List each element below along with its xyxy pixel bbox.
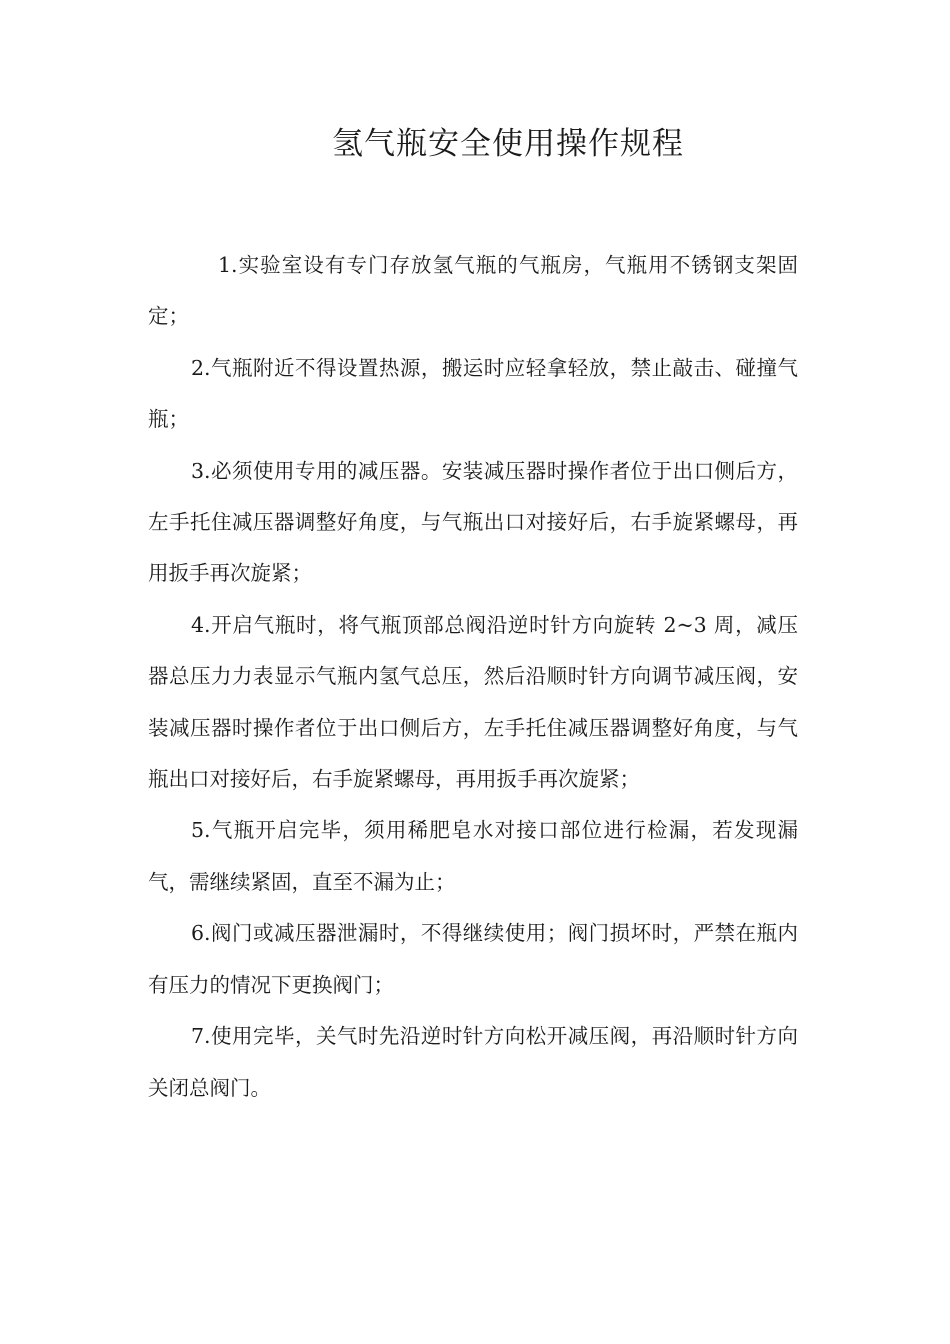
rule-paragraph-5: 5.气瓶开启完毕，须用稀肥皂水对接口部位进行检漏，若发现漏气，需继续紧固，直至不漏为止； <box>148 818 798 894</box>
document-body <box>148 240 798 1114</box>
rule-paragraph-1: 1.实验室设有专门存放氢气瓶的气瓶房，气瓶用不锈钢支架固定； <box>148 253 798 329</box>
rule-paragraph-3: 3.必须使用专用的减压器。安装减压器时操作者位于出口侧后方，左手托住减压器调整好角度，与气瓶出口对接好后，右手旋紧螺母，再用扳手再次旋紧； <box>148 458 798 586</box>
rule-paragraph-6: 6.阀门或减压器泄漏时，不得继续使用；阀门损坏时，严禁在瓶内有压力的情况下更换阀门； <box>148 921 798 997</box>
rule-paragraph-2: 2.气瓶附近不得设置热源，搬运时应轻拿轻放，禁止敲击、碰撞气瓶； <box>148 355 798 432</box>
document-title: 氢气瓶安全使用操作规程 <box>332 126 684 162</box>
rule-paragraph-4: 4.开启气瓶时，将气瓶顶部总阀沿逆时针方向旋转 2~3 周，减压器总压力力表显示气瓶内氢气总压，然后沿顺时针方向调节减压阀，安装减压器时操作者位于出口侧后方，左手托住减压器调整好角度，与气瓶出口对接好后，右手旋紧螺母，再用扳手再次旋紧； <box>148 612 798 792</box>
rule-paragraph-7: 7.使用完毕，关气时先沿逆时针方向松开减压阀，再沿顺时针方向关闭总阀门。 <box>148 1024 798 1100</box>
